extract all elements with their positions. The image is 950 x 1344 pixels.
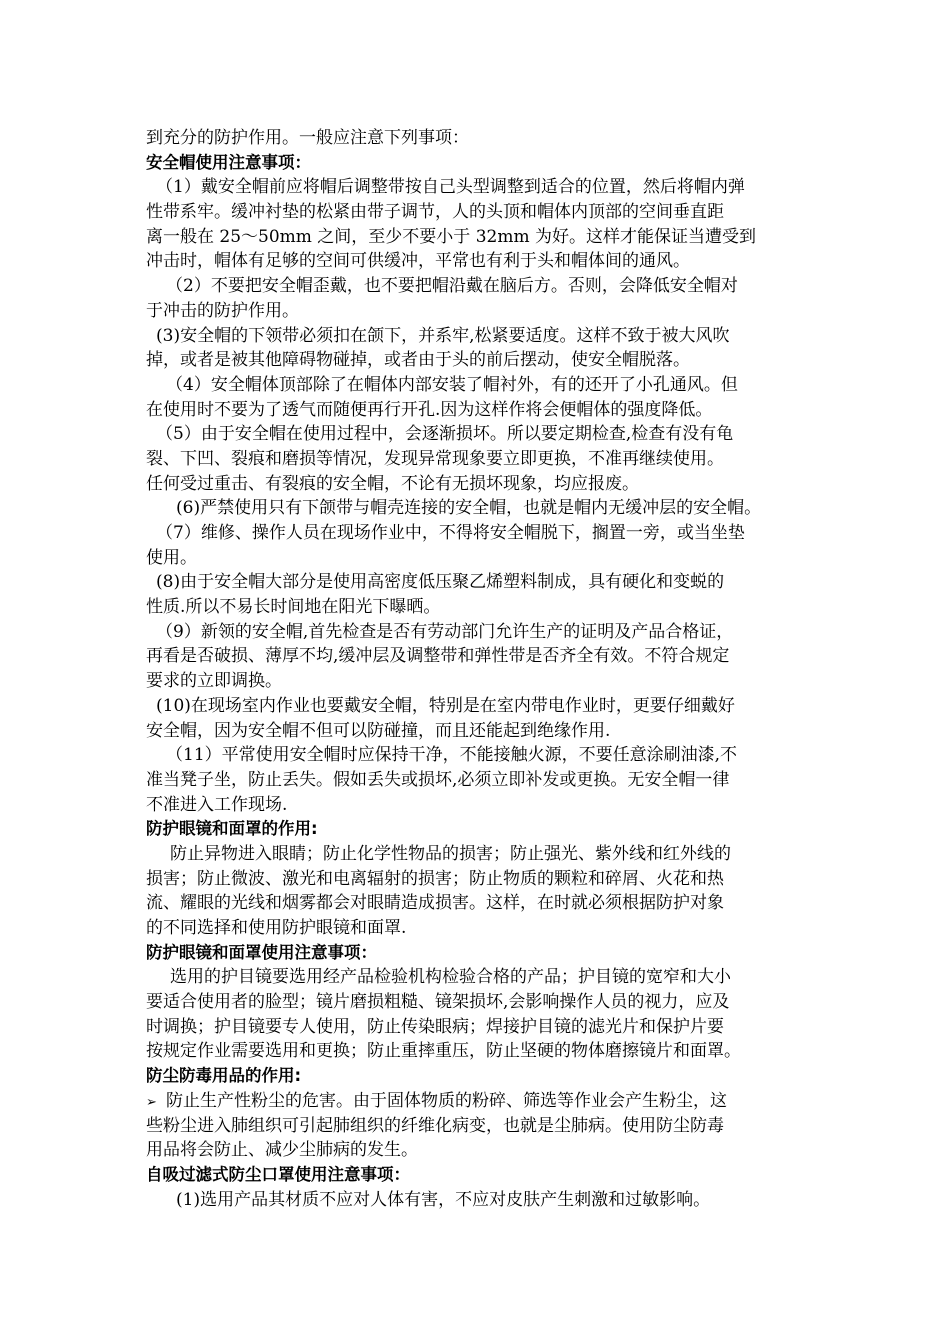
line-text: 防止异物进入眼睛；防止化学性物品的损害；防止强光、紫外线和红外线的 [170,843,731,864]
paragraph-line [146,249,810,274]
paragraph-line [146,1039,810,1064]
paragraph-line [146,225,810,250]
section-heading: 防护眼镜和面罩使用注意事项： [146,942,377,962]
paragraph-line [146,398,810,423]
line-text: 于冲击的防护作用。 [146,300,299,321]
line-text: 要求的立即调换。 [146,671,282,692]
line-text: （1）戴安全帽前应将帽后调整带按自己头型调整到适合的位置，然后将帽内弹 [156,177,745,198]
paragraph-line [146,768,810,793]
line-text: 流、耀眼的光线和烟雾都会对眼睛造成损害。这样，在时就必须根据防护对象 [146,893,724,914]
section-heading: 防护眼镜和面罩的作用: [146,819,318,839]
line-text: 防止生产性粉尘的危害。由于固体物质的粉碎、筛选等作业会产生粉尘，这 [166,1090,727,1111]
line-text: （9）新领的安全帽,首先检查是否有劳动部门允许生产的证明及产品合格证， [156,621,734,642]
line-text: （5）由于安全帽在使用过程中，会逐渐损坏。所以要定期检查,检查有没有龟 [156,424,734,445]
paragraph-line [146,175,810,200]
line-text: (10)在现场室内作业也要戴安全帽，特别是在室内带电作业时，更要仔细戴好 [156,695,735,716]
paragraph-line [146,422,810,447]
paragraph-line [146,521,810,546]
line-text: （2）不要把安全帽歪戴，也不要把帽沿戴在脑后方。否则，会降低安全帽对 [166,276,738,297]
paragraph-line [146,496,810,521]
paragraph-line [146,743,810,768]
paragraph-line [146,620,810,645]
document-sections [146,151,810,1213]
paragraph-line [146,546,810,571]
line-text: 裂、下凹、裂痕和磨损等情况，发现异常现象要立即更换，不准再继续使用。 [146,448,724,469]
paragraph-line [146,299,810,324]
bullet-arrow-icon: ➢ [146,1094,157,1110]
section-heading: 防尘防毒用品的作用: [146,1066,302,1086]
line-text: （7）维修、操作人员在现场作业中，不得将安全帽脱下，搁置一旁，或当坐垫 [156,523,745,543]
paragraph-line [146,348,810,373]
line-text: 使用。 [146,547,197,568]
line-text: 在使用时不要为了透气而随便再行开孔.因为这样作将会便帽体的强度降低。 [146,399,713,420]
paragraph-line [146,1015,810,1040]
line-text: 任何受过重击、有裂痕的安全帽，不论有无损坏现象，均应报废。 [146,473,639,494]
paragraph-line [146,842,810,867]
line-text: (1)选用产品其材质不应对人体有害，不应对皮肤产生刺激和过敏影响。 [176,1189,711,1210]
line-text: 要适合使用者的脸型；镜片磨损粗糙、镜架损坏,会影响操作人员的视力，应及 [146,992,730,1013]
paragraph-line [146,990,810,1015]
section-heading: 自吸过滤式防尘口罩使用注意事项： [146,1164,410,1184]
line-text: 安全帽，因为安全帽不但可以防碰撞，而且还能起到绝缘作用. [146,720,611,741]
paragraph-line [146,1114,810,1139]
line-text: 性质.所以不易长时间地在阳光下曝晒。 [146,597,441,618]
line-text: 再看是否破损、薄厚不均,缓冲层及调整带和弹性带是否齐全有效。不符合规定 [146,646,730,667]
paragraph-line [146,891,810,916]
line-text: 损害；防止微波、激光和电离辐射的损害；防止物质的颗粒和碎屑、火花和热 [146,868,724,889]
line-text: 冲击时，帽体有足够的空间可供缓冲，平常也有利于头和帽体间的通风。 [146,251,690,272]
paragraph-line [146,669,810,694]
line-text: 性带系牢。缓冲衬垫的松紧由带子调节，人的头顶和帽体内顶部的空间垂直距 [146,202,724,223]
paragraph-line [146,274,810,299]
intro-line: 到充分的防护作用。一般应注意下列事项： [146,128,469,148]
paragraph-line [146,694,810,719]
line-text: (3)安全帽的下领带必须扣在颌下，并系牢,松紧要适度。这样不致于被大风吹 [156,325,730,346]
paragraph-line [146,595,810,620]
paragraph-line [146,1188,810,1213]
line-text: 按规定作业需要选用和更换；防止重摔重压，防止坚硬的物体磨擦镜片和面罩。 [146,1041,741,1062]
paragraph-line [146,644,810,669]
paragraph-line [146,965,810,990]
line-text: 时调换；护目镜要专人使用，防止传染眼病；焊接护目镜的滤光片和保护片要 [146,1016,724,1037]
line-text: 的不同选择和使用防护眼镜和面罩. [146,918,407,938]
paragraph-line [146,1138,810,1163]
line-text: 离一般在 25～50mm 之间，至少不要小于 32mm 为好。这样才能保证当遭受到 [146,226,756,247]
paragraph-line [146,916,810,941]
section-heading: 安全帽使用注意事项： [146,152,311,172]
paragraph-line [146,324,810,349]
line-text: （4）安全帽体顶部除了在帽体内部安装了帽衬外，有的还开了小孔通风。但 [166,374,738,395]
paragraph-line [146,373,810,398]
document-page [146,126,810,1212]
line-text: 掉，或者是被其他障碍物碰掉，或者由于头的前后摆动，使安全帽脱落。 [146,350,690,371]
paragraph-line [146,793,810,818]
line-text: （11）平常使用安全帽时应保持干净，不能接触火源，不要任意涂刷油漆,不 [166,745,738,766]
line-text: 选用的护目镜要选用经产品检验机构检验合格的产品；护目镜的宽窄和大小 [170,967,731,988]
paragraph-line [146,1089,810,1114]
line-text: 用品将会防止、减少尘肺病的发生。 [146,1140,418,1161]
paragraph-line [146,867,810,892]
line-text: 不准进入工作现场. [146,794,288,815]
line-text: 准当凳子坐，防止丢失。假如丢失或损坏,必须立即补发或更换。无安全帽一律 [146,769,730,790]
line-text: (8)由于安全帽大部分是使用高密度低压聚乙烯塑料制成，具有硬化和变蜕的 [156,572,725,593]
paragraph-line [146,570,810,595]
paragraph-line [146,200,810,225]
line-text: (6)严禁使用只有下颌带与帽壳连接的安全帽，也就是帽内无缓冲层的安全帽。 [176,498,762,519]
paragraph-line [146,472,810,497]
line-text: 些粉尘进入肺组织可引起肺组织的纤维化病变，也就是尘肺病。使用防尘防毒 [146,1115,724,1136]
paragraph-line [146,447,810,472]
paragraph-line [146,719,810,744]
